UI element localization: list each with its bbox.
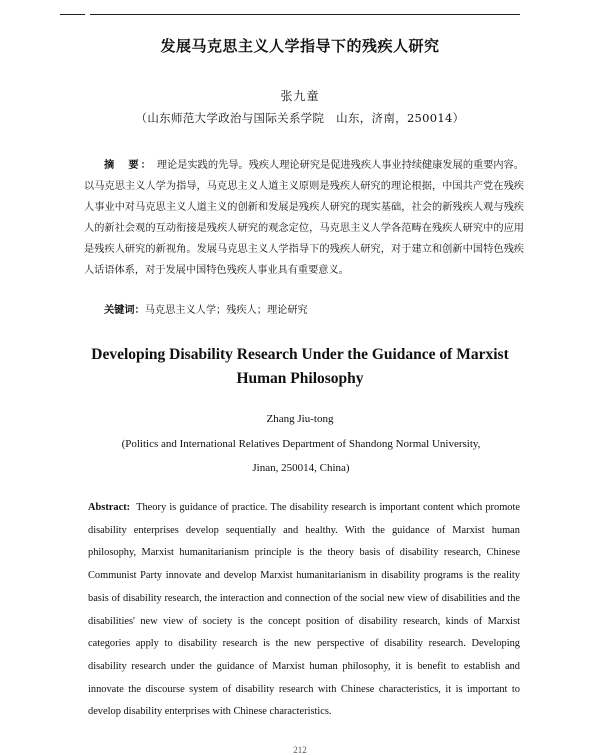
chinese-abstract-text: 理论是实践的先导。残疾人理论研究是促进残疾人事业持续健康发展的重要内容。以马克思主义人学为指导，马克思主义人道主义原则是残疾人研究的理论根据，中国共产党在残疾人事业中对马克思主义人道主义的创新和发展是残疾人研究的现实基础，社会的新残疾人观与残疾人的新社会观的互动衔接是残疾人研究的观念定位，马克思主义人学各范畴在残疾人研究中的应用是残疾人研究的新视角。发展马克思主义人学指导下的残疾人研究，对于建立和创新中国特色残疾人话语体系，对于发展中国特色残疾人事业具有重要意义。: [84, 160, 525, 276]
chinese-author: 张九童: [280, 89, 320, 103]
english-abstract-text: Theory is guidance of practice. The disability research is important content which promote disability enterprises develop sequentially and healthy. With the guidance of Marxist human philosophy, Marxist humanitarianism principle is the theory basis of disability research, Chinese Communist Party innovate and develop Marxist humanitarianism in disability programs is the reality basis of disability research, the interaction and connection of the social new view of disabilities and the disabilities' new view of society is the concept position of disability research, kinds of Marxist categories apply to disability research is the new perspective of disability research. Developing disability research under the guidance of Marxist human philosophy, it is benefit to establish and innovate the discourse system of disability research with Chinese characteristics, it is important to develop disability enterprises with Chinese characteristics.: [88, 502, 520, 718]
english-abstract: [88, 497, 520, 724]
chinese-keywords: [104, 301, 524, 316]
english-title: Developing Disability Research Under the Guidance of Marxist Human Philosophy: [91, 346, 509, 387]
header-rule-left: [60, 14, 85, 15]
chinese-affiliation: （山东师范大学政治与国际关系学院 山东，济南，250014）: [135, 111, 465, 125]
chinese-abstract: [84, 155, 524, 281]
english-abstract-label: Abstract:: [88, 502, 131, 513]
english-affiliation-line2: Jinan, 250014, China): [252, 462, 350, 474]
header-rule: [90, 14, 520, 15]
chinese-keywords-text: 马克思主义人学；残疾人；理论研究: [144, 305, 308, 316]
english-affiliation: [120, 432, 482, 480]
chinese-keywords-label: 关键词：: [104, 305, 145, 316]
chinese-title: 发展马克思主义人学指导下的残疾人研究: [160, 37, 440, 55]
chinese-abstract-label: 摘 要：: [104, 160, 153, 171]
english-affiliation-line1: (Politics and International Relatives Department of Shandong Normal University,: [121, 438, 481, 450]
page-number: 212: [293, 745, 307, 755]
english-author: Zhang Jiu-tong: [266, 413, 334, 425]
